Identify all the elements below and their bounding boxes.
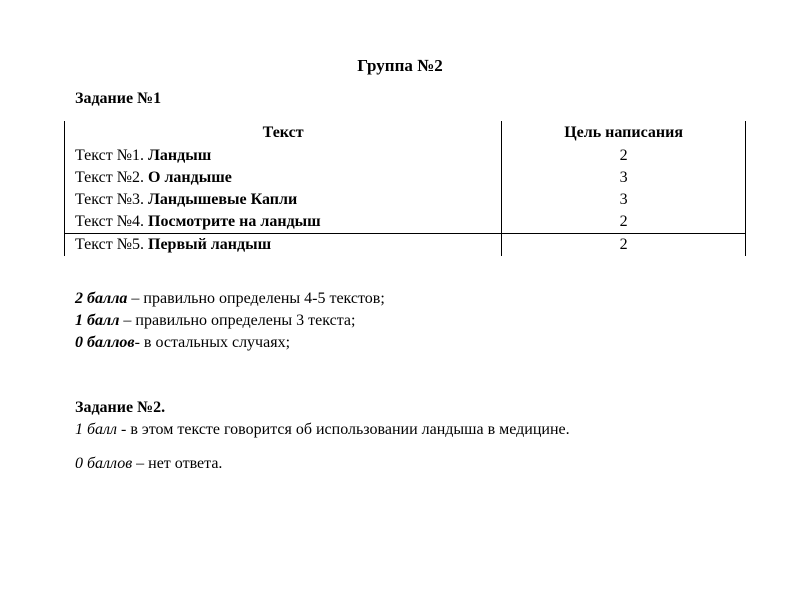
table-row <box>65 234 746 257</box>
text-cell <box>65 145 502 167</box>
text-title: Первый ландыш <box>148 236 272 253</box>
task2-criteria-line <box>75 455 222 473</box>
criteria-score: 0 баллов <box>75 334 135 351</box>
text-number: Текст №1. <box>75 147 144 164</box>
text-number: Текст №2. <box>75 169 144 186</box>
header-text: Текст <box>65 121 502 145</box>
goal-cell: 3 <box>502 167 746 189</box>
header-goal: Цель написания <box>502 121 746 145</box>
text-cell <box>65 167 502 189</box>
table-row <box>65 189 746 211</box>
criteria-score: 1 балл <box>75 421 117 438</box>
criteria-line <box>75 332 385 354</box>
table-row <box>65 211 746 234</box>
text-cell <box>65 234 502 257</box>
text-title: Ландыш <box>148 147 212 164</box>
criteria-score: 0 баллов <box>75 455 133 472</box>
goal-cell: 3 <box>502 189 746 211</box>
text-title: Посмотрите на ландыш <box>148 213 321 230</box>
criteria-desc: - в этом тексте говорится об использовании ландыша в медицине. <box>117 421 570 438</box>
criteria-line <box>75 288 385 310</box>
page-title: Группа №2 <box>357 56 443 75</box>
text-number: Текст №5. <box>75 236 144 253</box>
text-number: Текст №3. <box>75 191 144 208</box>
goal-cell: 2 <box>502 145 746 167</box>
task2-heading: Задание №2. <box>75 399 166 416</box>
goal-cell: 2 <box>502 211 746 234</box>
criteria-desc: - в остальных случаях; <box>134 334 291 351</box>
goal-cell: 2 <box>502 234 746 257</box>
table-row <box>65 145 746 167</box>
text-title: О ландыше <box>148 169 232 186</box>
criteria-score: 1 балл <box>75 312 120 329</box>
criteria-desc: – правильно определены 3 текста; <box>119 312 356 329</box>
text-title: Ландышевые Капли <box>148 191 298 208</box>
text-cell <box>65 211 502 234</box>
criteria-desc: – правильно определены 4-5 текстов; <box>127 290 385 307</box>
score-table <box>64 121 746 256</box>
task1-criteria <box>75 288 385 354</box>
task2-criteria-line <box>75 421 570 439</box>
text-cell <box>65 189 502 211</box>
table-header-row <box>65 121 746 145</box>
criteria-line <box>75 310 385 332</box>
criteria-score: 2 балла <box>75 290 128 307</box>
text-number: Текст №4. <box>75 213 144 230</box>
criteria-desc: – нет ответа. <box>132 455 223 472</box>
table-row <box>65 167 746 189</box>
task1-heading: Задание №1 <box>75 90 162 107</box>
